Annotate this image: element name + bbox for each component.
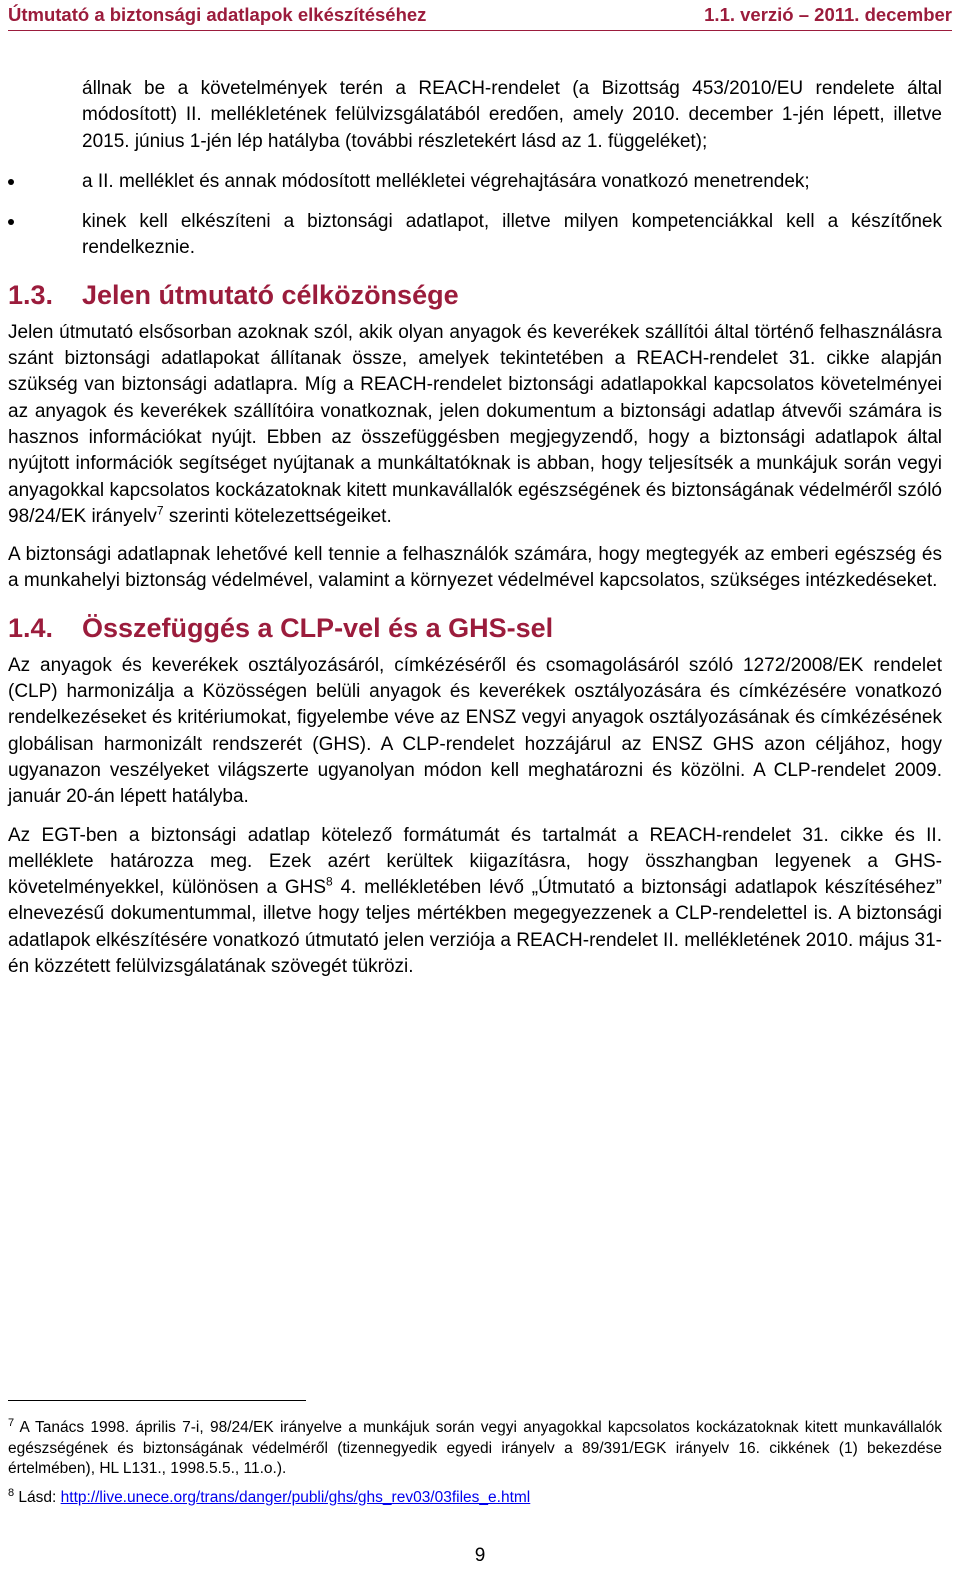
footnote-7	[8, 1418, 942, 1480]
section-number: 1.3.	[8, 279, 54, 310]
paragraph-text: Jelen útmutató elsősorban azoknak szól, akik olyan anyagok és keverékek szállítói által történő felhasználásra szánt biztonsági adatlapokat állítanak össze, amelyek tekintetében a REACH-rendelet 31. cikke alapján szükség van biztonsági adatlapra. Míg a REACH-rendelet biztonsági adatlapokkal kapcsolatos követelményei az anyagok és keverékek szállítóira vonatkoznak, jelen dokumentum a biztonsági adatlap átvevői számára is hasznos információkat nyújt. Ebben az összefüggésben megjegyzendő, hogy a biztonsági adatlapok által nyújtott információk segítséget nyújtanak a munkáltatóknak is abban, hogy teljesítsék a munkájuk során vegyi anyagokkal kapcsolatos kockázatoknak kitett munkavállalók egészségének és biztonságának védelméről szóló 98/24/EK irányelv	[8, 321, 942, 527]
section-title: Összefüggés a CLP-vel és a GHS-sel	[82, 612, 554, 643]
paragraph-text: 4. mellékletében lévő „Útmutató a biztonsági adatlapok készítéséhez” elnevezésű dokumentummal, illetve hogy teljes mértékben megegyezzenek a CLP-rendelettel is. A biztonsági adatlapok elkészítésére vonatkozó útmutató jelen verziója a REACH-rendelet II. mellékletének 2010. május 31-én közzétett felülvizsgálatának szövegét tükrözi.	[8, 877, 943, 978]
main-content	[8, 76, 942, 992]
bullet-text: kinek kell elkészíteni a biztonsági adatlapot, illetve milyen kompetenciákkal kell a készítőnek rendelkeznie.	[82, 211, 942, 259]
paragraph: A biztonsági adatlapnak lehetővé kell tennie a felhasználók számára, hogy megtegyék az emberi egészség és a munkahelyi biztonság védelmével, valamint a környezet védelmével kapcsolatos, szükséges intézkedéseket.	[8, 544, 942, 592]
section-title: Jelen útmutató célközönsége	[82, 279, 459, 310]
paragraph: Az anyagok és keverékek osztályozásáról, címkézéséről és csomagolásáról szóló 1272/2008/EK rendelet (CLP) harmonizálja a Közösségen belüli anyagok és keverékek osztályozására és címkézésére vonatkozó rendelkezéseket és kritériumokat, figyelembe véve az ENSZ vegyi anyagok osztályozásának és címkézésének globálisan harmonizált rendszerét (GHS). A CLP-rendelet hozzájárul az ENSZ GHS azon céljához, hogy ugyanazon veszélyeket világszerte ugyanolyan módon kell meghatározni és közölni. A CLP-rendelet 2009. január 20-án lépett hatályba.	[8, 654, 942, 808]
footnote-text: A Tanács 1998. április 7-i, 98/24/EK irányelve a munkájuk során vegyi anyagokkal kapcsolatos kockázatoknak kitett munkavállalók egészségének és biztonságának védelméről (tizennegyedik egyedi irányelv a 89/391/EGK irányelv 16. cikkének (1) bekezdése értelmében), HL L131., 1998.5.5., 11.o.).	[8, 1419, 942, 1477]
footnote-8	[8, 1488, 942, 1509]
paragraph	[8, 320, 942, 530]
footnote-ref[interactable]: 7	[156, 503, 164, 518]
section-number: 1.4.	[8, 612, 54, 643]
document-title: Útmutató a biztonsági adatlapok elkészítéséhez	[8, 4, 427, 25]
page-header	[8, 4, 952, 31]
paragraph	[8, 823, 942, 981]
footnote-divider	[8, 1400, 306, 1401]
footnote-label: Lásd:	[14, 1488, 61, 1506]
footnote-number: 7	[8, 1416, 15, 1429]
page-number: 9	[474, 1545, 486, 1566]
bullet-list	[8, 169, 942, 262]
document-version: 1.1. verzió – 2011. december	[704, 4, 952, 25]
bullet-icon	[8, 179, 14, 185]
footnote-number: 8	[8, 1486, 15, 1499]
bullet-icon	[8, 219, 14, 225]
paragraph-text: Az EGT-ben a biztonsági adatlap kötelező formátumát és tartalmát a REACH-rendelet 31. cikke és II. melléklete határozza meg. Ezek azért kerültek kiigazításra, hogy összhangban legyenek a GHS-követelményekkel, különösen a GHS	[8, 824, 942, 899]
bullet-text: a II. melléklet és annak módosított mellékletei végrehajtására vonatkozó menetrendek;	[82, 170, 810, 192]
list-item	[8, 209, 942, 262]
list-item	[8, 169, 942, 195]
intro-continuation: állnak be a követelmények terén a REACH-rendelet (a Bizottság 453/2010/EU rendelete által módosított) II. mellékletének felülvizsgálatából eredően, amely 2010. december 1-jén lépett, illetve 2015. június 1-jén lép hatályba (további részletekért lásd az 1. függeléket);	[82, 78, 942, 152]
footnote-link[interactable]: http://live.unece.org/trans/danger/publi/ghs/ghs_rev03/03files_e.html	[60, 1488, 531, 1506]
section-heading-1-3	[8, 278, 942, 312]
paragraph-text: szerinti kötelezettségeiket.	[163, 505, 392, 527]
footnotes	[8, 1418, 942, 1516]
footnote-ref[interactable]: 8	[326, 874, 333, 889]
section-heading-1-4	[8, 611, 942, 645]
